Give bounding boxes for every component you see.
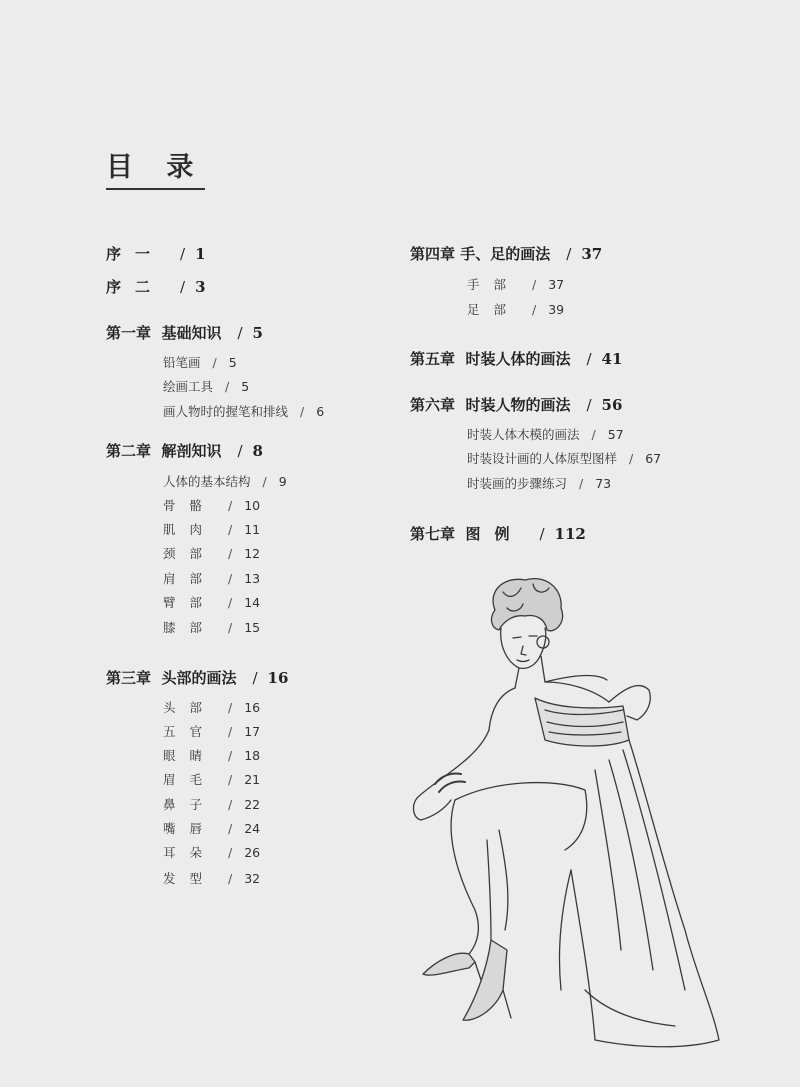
page-number: 39 — [548, 302, 565, 317]
page-number: 37 — [581, 245, 603, 263]
chapter-number: 第六章 — [410, 396, 456, 414]
separator: / — [212, 355, 217, 370]
page-number: 12 — [244, 546, 261, 561]
page-number: 73 — [595, 476, 612, 491]
separator: / — [228, 871, 233, 886]
separator: / — [579, 476, 584, 491]
separator: / — [228, 724, 233, 739]
section-title: 颈部 — [163, 546, 217, 561]
toc-section[interactable] — [467, 425, 624, 443]
separator: / — [237, 324, 243, 342]
separator: / — [180, 245, 186, 263]
section-title: 膝部 — [163, 620, 217, 635]
page-number: 57 — [607, 427, 624, 442]
page-number: 24 — [244, 821, 261, 836]
chapter-number: 第五章 — [410, 350, 456, 368]
section-title: 五官 — [163, 724, 217, 739]
chapter-title: 时装人体的画法 — [465, 350, 571, 368]
page-number: 13 — [244, 571, 261, 586]
page-number: 26 — [244, 845, 261, 860]
page-number: 5 — [252, 324, 263, 342]
section-title: 时装画的步骤练习 — [467, 476, 568, 491]
separator: / — [228, 845, 233, 860]
separator: / — [591, 427, 596, 442]
section-title: 眼睛 — [163, 748, 217, 763]
separator: / — [228, 498, 233, 513]
section-title: 嘴唇 — [163, 821, 217, 836]
section-title: 时装人体木模的画法 — [467, 427, 580, 442]
page-number: 21 — [244, 772, 261, 787]
separator: / — [228, 620, 233, 635]
section-title: 铅笔画 — [163, 355, 201, 370]
section-title: 头部 — [163, 700, 217, 715]
page-number: 22 — [244, 797, 261, 812]
section-title: 臂部 — [163, 595, 217, 610]
toc-chapter-7[interactable] — [410, 523, 586, 544]
page-number: 16 — [244, 700, 261, 715]
page-number: 10 — [244, 498, 261, 513]
section-title: 手部 — [467, 277, 521, 292]
toc-chapter-5[interactable] — [410, 348, 622, 369]
page-number: 37 — [548, 277, 565, 292]
chapter-number: 第三章 — [106, 669, 152, 687]
section-title: 发型 — [163, 871, 217, 886]
separator: / — [228, 522, 233, 537]
preface-label: 序一 — [106, 245, 165, 263]
separator: / — [262, 474, 267, 489]
page-number: 67 — [645, 451, 662, 466]
preface-label: 序二 — [106, 278, 165, 296]
page-number: 5 — [241, 379, 250, 394]
chapter-title: 解剖知识 — [161, 442, 222, 460]
chapter-title: 手、足的画法 — [460, 245, 551, 263]
separator: / — [225, 379, 230, 394]
separator: / — [180, 278, 186, 296]
chapter-title: 图例 — [465, 525, 524, 543]
page-number: 11 — [244, 522, 261, 537]
fashion-figure-illustration — [395, 570, 725, 1070]
section-title: 鼻子 — [163, 797, 217, 812]
section-title: 肩部 — [163, 571, 217, 586]
section-title: 绘画工具 — [163, 379, 214, 394]
chapter-title: 时装人物的画法 — [465, 396, 571, 414]
page-number: 15 — [244, 620, 261, 635]
separator: / — [237, 442, 243, 460]
section-title: 耳朵 — [163, 845, 217, 860]
separator: / — [228, 821, 233, 836]
chapter-number: 第一章 — [106, 324, 152, 342]
section-title: 眉毛 — [163, 772, 217, 787]
page-number: 18 — [244, 748, 261, 763]
separator: / — [586, 350, 592, 368]
page-number: 1 — [195, 245, 206, 263]
page-number: 8 — [252, 442, 263, 460]
page-number: 6 — [316, 404, 325, 419]
toc-section[interactable] — [467, 474, 611, 492]
separator: / — [629, 451, 634, 466]
separator: / — [566, 245, 572, 263]
chapter-number: 第四章 — [410, 245, 456, 263]
chapter-number: 第二章 — [106, 442, 152, 460]
page-number: 16 — [267, 669, 289, 687]
separator: / — [228, 595, 233, 610]
section-title: 肌肉 — [163, 522, 217, 537]
separator: / — [228, 797, 233, 812]
page-number: 5 — [228, 355, 237, 370]
page-number: 9 — [278, 474, 287, 489]
separator: / — [300, 404, 305, 419]
toc-chapter-4[interactable] — [410, 243, 602, 264]
separator: / — [252, 669, 258, 687]
section-title: 足部 — [467, 302, 521, 317]
toc-title: 目 录 — [106, 152, 205, 190]
page-number: 41 — [601, 350, 623, 368]
page-number: 14 — [244, 595, 261, 610]
section-title: 人体的基本结构 — [163, 474, 251, 489]
page-number: 56 — [601, 396, 623, 414]
page-number: 32 — [244, 871, 261, 886]
separator: / — [228, 700, 233, 715]
toc-section[interactable] — [467, 275, 564, 293]
separator: / — [228, 772, 233, 787]
chapter-title: 基础知识 — [161, 324, 222, 342]
separator: / — [532, 302, 537, 317]
chapter-number: 第七章 — [410, 525, 456, 543]
separator: / — [532, 277, 537, 292]
toc-section[interactable] — [467, 300, 564, 318]
toc-chapter-6[interactable] — [410, 394, 622, 415]
separator: / — [539, 525, 545, 543]
separator: / — [228, 546, 233, 561]
section-title: 骨骼 — [163, 498, 217, 513]
separator: / — [228, 748, 233, 763]
section-title: 时装设计画的人体原型图样 — [467, 451, 618, 466]
section-title: 画人物时的握笔和排线 — [163, 404, 289, 419]
separator: / — [586, 396, 592, 414]
page-number: 3 — [195, 278, 206, 296]
chapter-title: 头部的画法 — [161, 669, 237, 687]
separator: / — [228, 571, 233, 586]
toc-section[interactable] — [467, 449, 661, 467]
page-number: 112 — [554, 525, 586, 543]
page-number: 17 — [244, 724, 261, 739]
